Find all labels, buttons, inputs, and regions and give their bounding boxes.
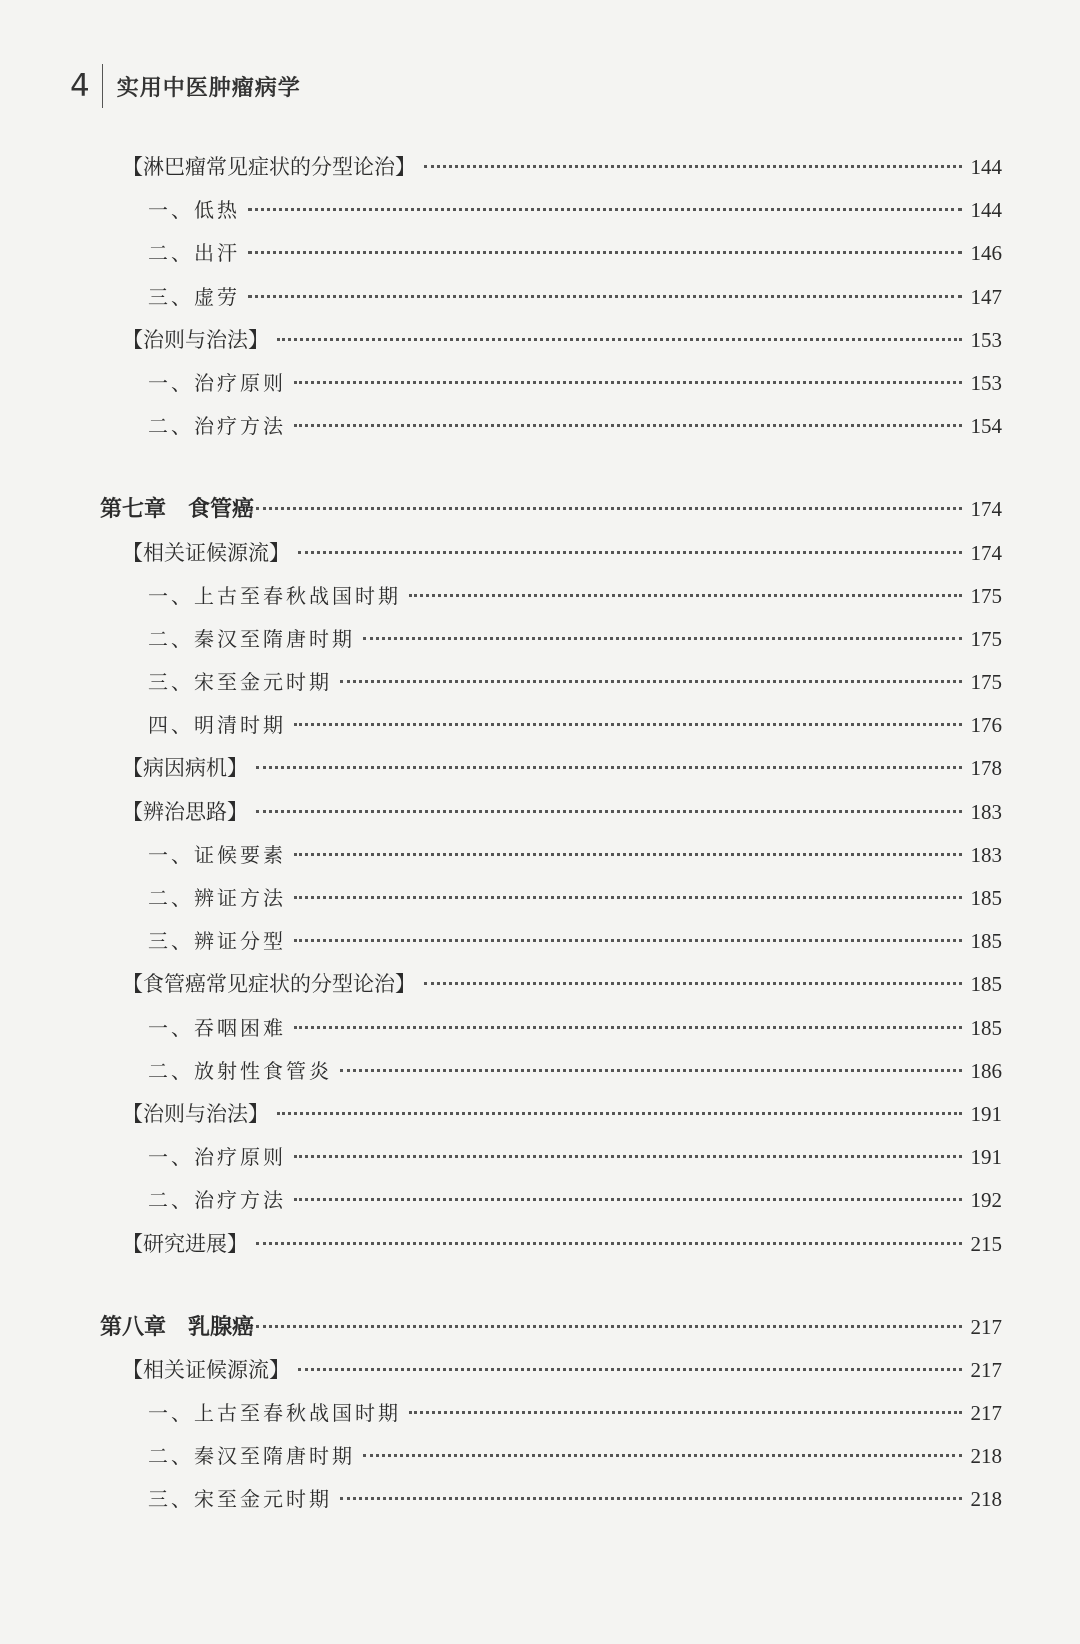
toc-entry-item[interactable] [100,575,1002,618]
toc-entry-label: 三、宋至金元时期 [148,670,332,695]
toc-entry-section[interactable] [100,146,1002,189]
toc-entry-section[interactable] [100,1223,1002,1266]
dot-leader [298,1368,962,1371]
toc-entry-section[interactable] [100,791,1002,834]
toc-entry-label: 三、虚劳 [148,284,240,309]
page-number: 4 [70,68,90,104]
dot-leader [409,594,962,597]
toc-entry-page: 146 [970,241,1002,266]
toc-entry-item[interactable] [100,1050,1002,1093]
toc-entry-section[interactable] [100,963,1002,1006]
toc-entry-label: 二、辨证方法 [148,886,286,910]
table-of-contents [100,146,1002,1522]
toc-entry-page: 191 [970,1145,1002,1170]
toc-entry-item[interactable] [100,1136,1002,1179]
toc-entry-page: 215 [970,1231,1002,1256]
toc-entry-page: 218 [970,1487,1002,1512]
dot-leader [424,165,962,168]
toc-entry-label: 一、上古至春秋战国时期 [148,583,401,608]
toc-entry-item[interactable] [100,362,1002,405]
dot-leader [248,295,962,298]
toc-entry-item[interactable] [100,618,1002,661]
toc-entry-item[interactable] [100,704,1002,747]
dot-leader [294,1155,962,1158]
dot-leader [424,982,962,985]
dot-leader [256,1325,962,1328]
toc-entry-page: 186 [970,1058,1002,1083]
toc-entry-section[interactable] [100,1093,1002,1136]
toc-entry-item[interactable] [100,1478,1002,1521]
toc-entry-section[interactable] [100,1349,1002,1392]
toc-entry-label: 【相关证候源流】 [122,540,290,565]
toc-entry-label: 二、治疗方法 [148,1188,286,1213]
toc-entry-page: 154 [970,414,1002,439]
toc-entry-section[interactable] [100,532,1002,575]
dot-leader [294,723,962,726]
toc-entry-item[interactable] [100,1435,1002,1478]
section-gap [100,448,1002,488]
toc-entry-item[interactable] [100,877,1002,920]
toc-entry-item[interactable] [100,661,1002,704]
dot-leader [277,338,962,341]
toc-entry-page: 185 [970,886,1002,910]
toc-entry-page: 174 [970,540,1002,565]
toc-entry-label: 二、秦汉至隋唐时期 [148,1444,355,1469]
toc-entry-chapter[interactable] [100,1306,1002,1349]
toc-entry-page: 175 [970,626,1002,651]
dot-leader [298,551,962,554]
toc-entry-label: 一、吞咽困难 [148,1015,286,1040]
toc-entry-page: 174 [970,497,1002,522]
dot-leader [256,507,962,510]
toc-entry-label: 一、治疗原则 [148,370,286,395]
toc-entry-page: 185 [970,972,1002,997]
toc-entry-item[interactable] [100,405,1002,448]
toc-entry-section[interactable] [100,747,1002,790]
toc-entry-label: 一、低热 [148,198,240,223]
dot-leader [294,381,962,384]
toc-entry-label: 【淋巴瘤常见症状的分型论治】 [122,155,416,179]
toc-entry-label: 【研究进展】 [122,1231,248,1256]
toc-entry-page: 217 [970,1314,1002,1339]
toc-entry-item[interactable] [100,1392,1002,1435]
toc-entry-label: 一、上古至春秋战国时期 [148,1401,401,1426]
toc-entry-item[interactable] [100,1007,1002,1050]
toc-entry-page: 183 [970,799,1002,824]
toc-entry-label: 【治则与治法】 [122,1101,269,1126]
book-title: 实用中医肿瘤病学 [116,75,301,101]
dot-leader [294,853,962,856]
toc-entry-label: 四、明清时期 [148,713,286,738]
dot-leader [248,208,962,211]
toc-entry-page: 175 [970,583,1002,608]
dot-leader [294,1026,962,1029]
toc-entry-page: 176 [970,713,1002,738]
page-header [70,64,301,108]
dot-leader [363,637,962,640]
toc-entry-item[interactable] [100,276,1002,319]
toc-entry-page: 144 [970,155,1002,179]
dot-leader [248,251,962,254]
toc-entry-page: 185 [970,929,1002,954]
toc-entry-page: 153 [970,370,1002,395]
toc-entry-label: 二、出汗 [148,241,240,266]
toc-entry-label: 【相关证候源流】 [122,1357,290,1382]
toc-entry-label: 一、治疗原则 [148,1145,286,1170]
toc-entry-page: 192 [970,1188,1002,1213]
toc-entry-section[interactable] [100,319,1002,362]
toc-entry-page: 147 [970,284,1002,309]
dot-leader [340,1069,962,1072]
toc-entry-label: 第八章 乳腺癌 [100,1313,255,1340]
toc-entry-label: 一、证候要素 [148,842,286,867]
toc-entry-page: 217 [970,1357,1002,1382]
toc-entry-page: 153 [970,327,1002,352]
dot-leader [256,810,962,813]
toc-entry-label: 【辨治思路】 [122,799,248,824]
toc-entry-item[interactable] [100,920,1002,963]
toc-entry-item[interactable] [100,834,1002,877]
dot-leader [340,680,962,683]
toc-entry-page: 178 [970,756,1002,781]
toc-entry-item[interactable] [100,232,1002,275]
toc-entry-chapter[interactable] [100,488,1002,531]
toc-entry-label: 三、宋至金元时期 [148,1487,332,1512]
toc-entry-label: 【治则与治法】 [122,327,269,352]
dot-leader [409,1411,962,1414]
toc-entry-page: 144 [970,198,1002,223]
toc-entry-page: 185 [970,1015,1002,1040]
dot-leader [363,1454,962,1457]
toc-entry-page: 191 [970,1101,1002,1126]
toc-entry-label: 【病因病机】 [122,756,248,781]
toc-entry-page: 175 [970,670,1002,695]
toc-entry-item[interactable] [100,1179,1002,1222]
toc-entry-page: 218 [970,1444,1002,1469]
header-divider [102,64,103,108]
section-gap [100,1266,1002,1306]
toc-entry-label: 【食管癌常见症状的分型论治】 [122,972,416,997]
dot-leader [256,766,962,769]
toc-entry-page: 183 [970,842,1002,867]
toc-entry-label: 二、治疗方法 [148,414,286,439]
dot-leader [294,424,962,427]
toc-entry-item[interactable] [100,189,1002,232]
dot-leader [294,896,962,899]
dot-leader [294,1198,962,1201]
dot-leader [256,1242,962,1245]
toc-entry-label: 第七章 食管癌 [100,496,255,523]
dot-leader [277,1112,962,1115]
dot-leader [294,939,962,942]
toc-entry-label: 二、秦汉至隋唐时期 [148,626,355,651]
toc-entry-label: 二、放射性食管炎 [148,1058,332,1083]
toc-entry-page: 217 [970,1401,1002,1426]
toc-entry-label: 三、辨证分型 [148,929,286,954]
dot-leader [340,1497,962,1500]
